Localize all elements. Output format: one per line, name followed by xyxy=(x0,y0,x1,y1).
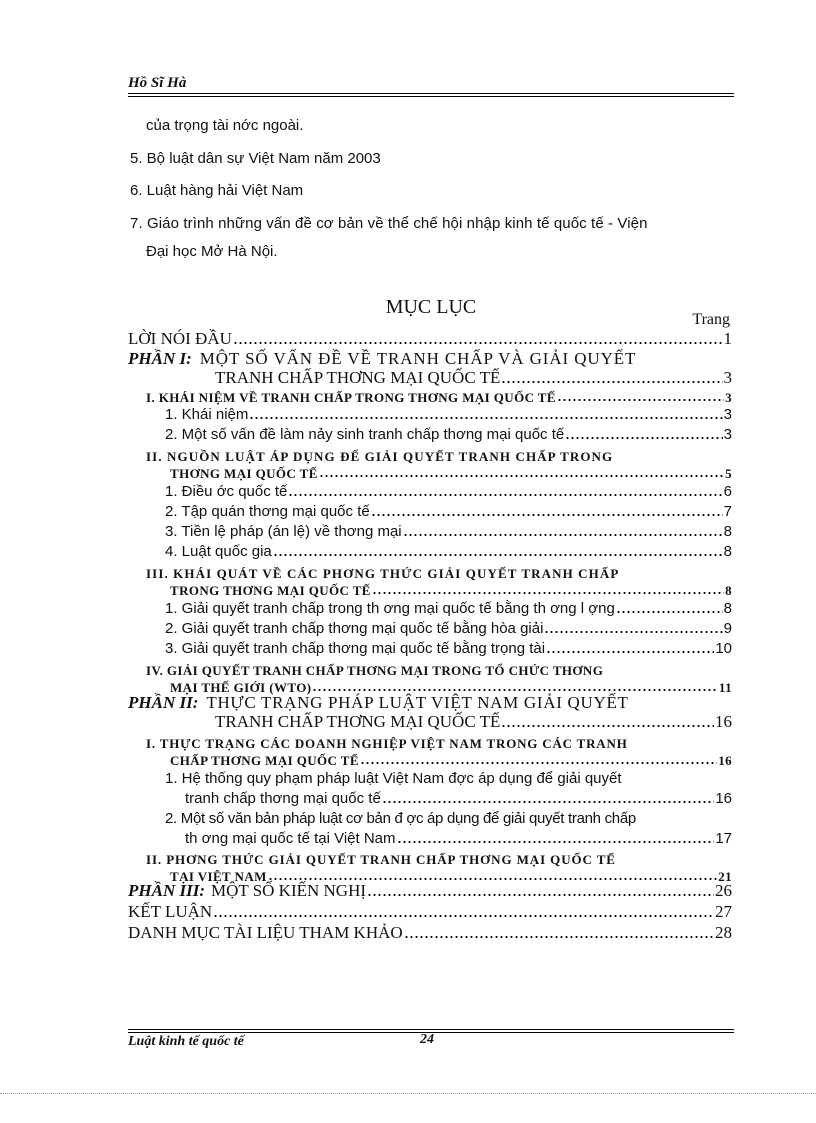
toc-entry-label: IV. GIẢI QUYẾT TRANH CHẤP THƠNG MẠI TRONG TỔ CHỨC THƠNG xyxy=(146,663,604,678)
toc-leader xyxy=(319,475,724,477)
toc-entry-label: THỰC TRẠNG PHÁP LUẬT VIỆT NAM GIẢI QUYẾT xyxy=(206,693,629,712)
toc-entry-label: 1. Giải quyết tranh chấp trong th ơng mại quốc tế bằng th ơng l ợng xyxy=(165,600,615,617)
toc-entry-label: II. PHƠNG THỨC GIẢI QUYẾT TRANH CHẤP THƠNG MẠI QUỐC TẾ xyxy=(146,852,616,867)
toc-leader xyxy=(273,554,723,556)
toc-entry-subsection[interactable] xyxy=(165,639,732,656)
toc-entry-label-cont: CHẤP THƠNG MẠI QUỐC TẾ xyxy=(170,753,359,768)
toc-leader xyxy=(233,342,723,344)
toc-leader xyxy=(544,631,722,633)
toc-leader xyxy=(382,801,715,803)
toc-entry-section[interactable] xyxy=(146,660,732,677)
footer-rule xyxy=(128,1029,734,1030)
toc-entry-subsection[interactable] xyxy=(165,405,732,422)
toc-entry-page: 16 xyxy=(718,753,732,768)
toc-entry-section-cont[interactable] xyxy=(170,677,732,694)
toc-entry-subsection[interactable] xyxy=(165,482,732,499)
toc-entry-label: MỘT SỐ VẤN ĐỀ VỀ TRANH CHẤP VÀ GIẢI QUYẾT xyxy=(199,349,637,368)
toc-entry-page: 21 xyxy=(718,869,732,884)
toc-entry-part-1[interactable] xyxy=(128,350,732,367)
toc-entry-label: 1. Khái niệm xyxy=(165,406,249,423)
toc-leader xyxy=(546,651,714,653)
toc-entry-label: 3. Giải quyết tranh chấp thơng mại quốc tế bằng trọng tài xyxy=(165,640,546,657)
toc-leader xyxy=(616,611,723,613)
toc-entry-label: KẾT LUẬN xyxy=(128,902,213,921)
toc-entry-page: 17 xyxy=(715,830,732,847)
toc-entry-page: 3 xyxy=(723,368,732,387)
toc-entry-label: 2. Tập quán thơng mại quốc tế xyxy=(165,503,370,520)
toc-entry-subsection[interactable] xyxy=(165,769,732,786)
toc-entry-section-cont[interactable] xyxy=(170,463,732,480)
toc-entry-page: 7 xyxy=(723,503,732,520)
toc-entry-subsection[interactable] xyxy=(165,502,732,519)
toc-entry-label: 2. Một số văn bản pháp luật cơ bản đ ợc áp dụng để giải quyết tranh chấp xyxy=(165,810,636,827)
header-rule-thin xyxy=(128,96,734,97)
page-bottom-border xyxy=(0,1093,816,1094)
toc-entry-page: 3 xyxy=(725,390,732,405)
toc-entry-section[interactable] xyxy=(146,387,732,404)
toc-entry-page: 9 xyxy=(723,620,732,637)
toc-entry-part-1-cont[interactable] xyxy=(215,369,732,386)
toc-entry-section[interactable] xyxy=(146,733,732,750)
toc-entry-page: 26 xyxy=(715,881,732,900)
toc-leader xyxy=(367,894,714,896)
toc-leader xyxy=(288,494,722,496)
toc-entry-page: 8 xyxy=(723,543,732,560)
toc-entry-page: 8 xyxy=(723,523,732,540)
toc-entry-label: 2. Một số vấn đề làm nảy sinh tranh chấp thơng mại quốc tế xyxy=(165,426,565,443)
toc-entry-label: 3. Tiền lệ pháp (án lệ) về thơng mại xyxy=(165,523,402,540)
toc-entry-label-cont: TRANH CHẤP THƠNG MẠI QUỐC TẾ xyxy=(215,368,501,387)
toc-leader xyxy=(501,725,714,727)
toc-entry-label-cont: TRONG THƠNG MẠI QUỐC TẾ xyxy=(170,583,371,598)
toc-part-prefix: PHẦN II: xyxy=(128,693,199,712)
toc-leader xyxy=(268,878,717,880)
toc-entry-page: 5 xyxy=(725,466,732,481)
toc-entry-section[interactable] xyxy=(146,446,732,463)
reference-line: Đại học Mở Hà Nội. xyxy=(146,243,278,260)
toc-leader xyxy=(403,534,723,536)
toc-entry-label-cont: TRANH CHẤP THƠNG MẠI QUỐC TẾ xyxy=(215,712,501,731)
toc-entry-subsection[interactable] xyxy=(165,599,732,616)
toc-entry-label: DANH MỤC TÀI LIỆU THAM KHẢO xyxy=(128,923,403,942)
toc-entry-label: 1. Hệ thống quy phạm pháp luật Việt Nam đợc áp dụng để giải quyết xyxy=(165,770,622,787)
toc-entry-page: 16 xyxy=(715,790,732,807)
toc-leader xyxy=(501,381,722,383)
toc-entry-subsection-cont[interactable] xyxy=(185,829,732,846)
toc-entry-page: 28 xyxy=(715,923,732,942)
toc-entry-label: I. THỰC TRẠNG CÁC DOANH NGHIỆP VIỆT NAM TRONG CÁC TRANH xyxy=(146,736,628,751)
toc-entry-page: 10 xyxy=(715,640,732,657)
toc-entry-label: 4. Luật quốc gia xyxy=(165,543,272,560)
toc-leader xyxy=(372,592,724,594)
page-number: 24 xyxy=(420,1032,434,1047)
toc-entry-conclusion[interactable] xyxy=(128,903,732,920)
toc-entry-subsection[interactable] xyxy=(165,522,732,539)
toc-leader xyxy=(557,399,724,401)
toc-leader xyxy=(565,437,722,439)
toc-entry-label: I. KHÁI NIỆM VỀ TRANH CHẤP TRONG THƠNG MẠI QUỐC TẾ xyxy=(146,390,556,405)
reference-line: 6. Luật hàng hải Việt Nam xyxy=(130,182,304,199)
toc-entry-page: 1 xyxy=(723,329,732,348)
reference-line: 7. Giáo trình những vấn đề cơ bản về thể chế hội nhập kinh tế quốc tế - Viện xyxy=(130,215,648,232)
reference-line: của trọng tài nớc ngoài. xyxy=(146,117,304,134)
toc-entry-label: II. NGUỒN LUẬT ÁP DỤNG ĐỂ GIẢI QUYẾT TRANH CHẤP TRONG xyxy=(146,449,614,464)
toc-entry-subsection-cont[interactable] xyxy=(185,789,732,806)
toc-entry-page: 11 xyxy=(718,680,732,695)
toc-entry-part-3[interactable] xyxy=(128,882,732,899)
toc-entry-page: 16 xyxy=(715,712,732,731)
toc-leader xyxy=(397,841,715,843)
toc-leader xyxy=(249,417,722,419)
toc-entry-label-cont: MẠI THẾ GIỚI (WTO) xyxy=(170,680,312,695)
toc-entry-page: 3 xyxy=(723,426,732,443)
toc-entry-label-cont: THƠNG MẠI QUỐC TẾ xyxy=(170,466,318,481)
toc-entry-section-cont[interactable] xyxy=(170,580,732,597)
toc-entry-references[interactable] xyxy=(128,924,732,941)
header-author: Hồ Sĩ Hà xyxy=(128,75,187,91)
toc-leader xyxy=(371,514,723,516)
toc-entry-label-cont: tranh chấp thơng mại quốc tế xyxy=(185,790,381,807)
toc-entry-label: 2. Giải quyết tranh chấp thơng mại quốc tế bằng hòa giải xyxy=(165,620,544,637)
reference-line: 5. Bộ luật dân sự Việt Nam năm 2003 xyxy=(130,150,381,167)
toc-entry-subsection[interactable] xyxy=(165,542,732,559)
toc-entry-page: 3 xyxy=(723,406,732,423)
toc-title: MỤC LỤC xyxy=(385,296,477,318)
toc-entry-label: LỜI NÓI ĐẦU xyxy=(128,329,232,348)
toc-entry-section-cont[interactable] xyxy=(170,750,732,767)
toc-part-prefix: PHẦN III: xyxy=(128,881,205,900)
toc-entry-label: 1. Điều ớc quốc tế xyxy=(165,483,288,500)
header-rule xyxy=(128,93,734,94)
toc-leader xyxy=(213,915,714,917)
toc-entry-subsection[interactable] xyxy=(165,619,732,636)
toc-entry-part-2[interactable] xyxy=(128,694,732,711)
toc-entry-part-2-cont[interactable] xyxy=(215,713,732,730)
toc-leader xyxy=(404,936,714,938)
toc-entry-page: 8 xyxy=(723,600,732,617)
toc-entry-page: 6 xyxy=(723,483,732,500)
toc-entry-preface[interactable] xyxy=(128,330,732,347)
toc-page-label: Trang xyxy=(692,311,730,328)
footer-subject: Luật kinh tế quốc tế xyxy=(128,1034,244,1049)
toc-entry-label: MỘT SỐ KIẾN NGHỊ xyxy=(210,881,367,900)
toc-leader xyxy=(312,689,717,691)
toc-entry-label-cont: TẠI VIỆT NAM xyxy=(170,869,267,884)
toc-leader xyxy=(360,762,717,764)
toc-entry-page: 8 xyxy=(725,583,732,598)
toc-entry-section[interactable] xyxy=(146,563,732,580)
toc-entry-label-cont: th ơng mại quốc tế tại Việt Nam xyxy=(185,830,396,847)
toc-entry-section[interactable] xyxy=(146,849,732,866)
toc-entry-subsection[interactable] xyxy=(165,425,732,442)
toc-entry-page: 27 xyxy=(715,902,732,921)
toc-entry-subsection[interactable] xyxy=(165,809,732,826)
toc-entry-label: III. KHÁI QUÁT VỀ CÁC PHƠNG THỨC GIẢI QUYẾT TRANH CHẤP xyxy=(146,566,620,581)
toc-part-prefix: PHẦN I: xyxy=(128,349,192,368)
